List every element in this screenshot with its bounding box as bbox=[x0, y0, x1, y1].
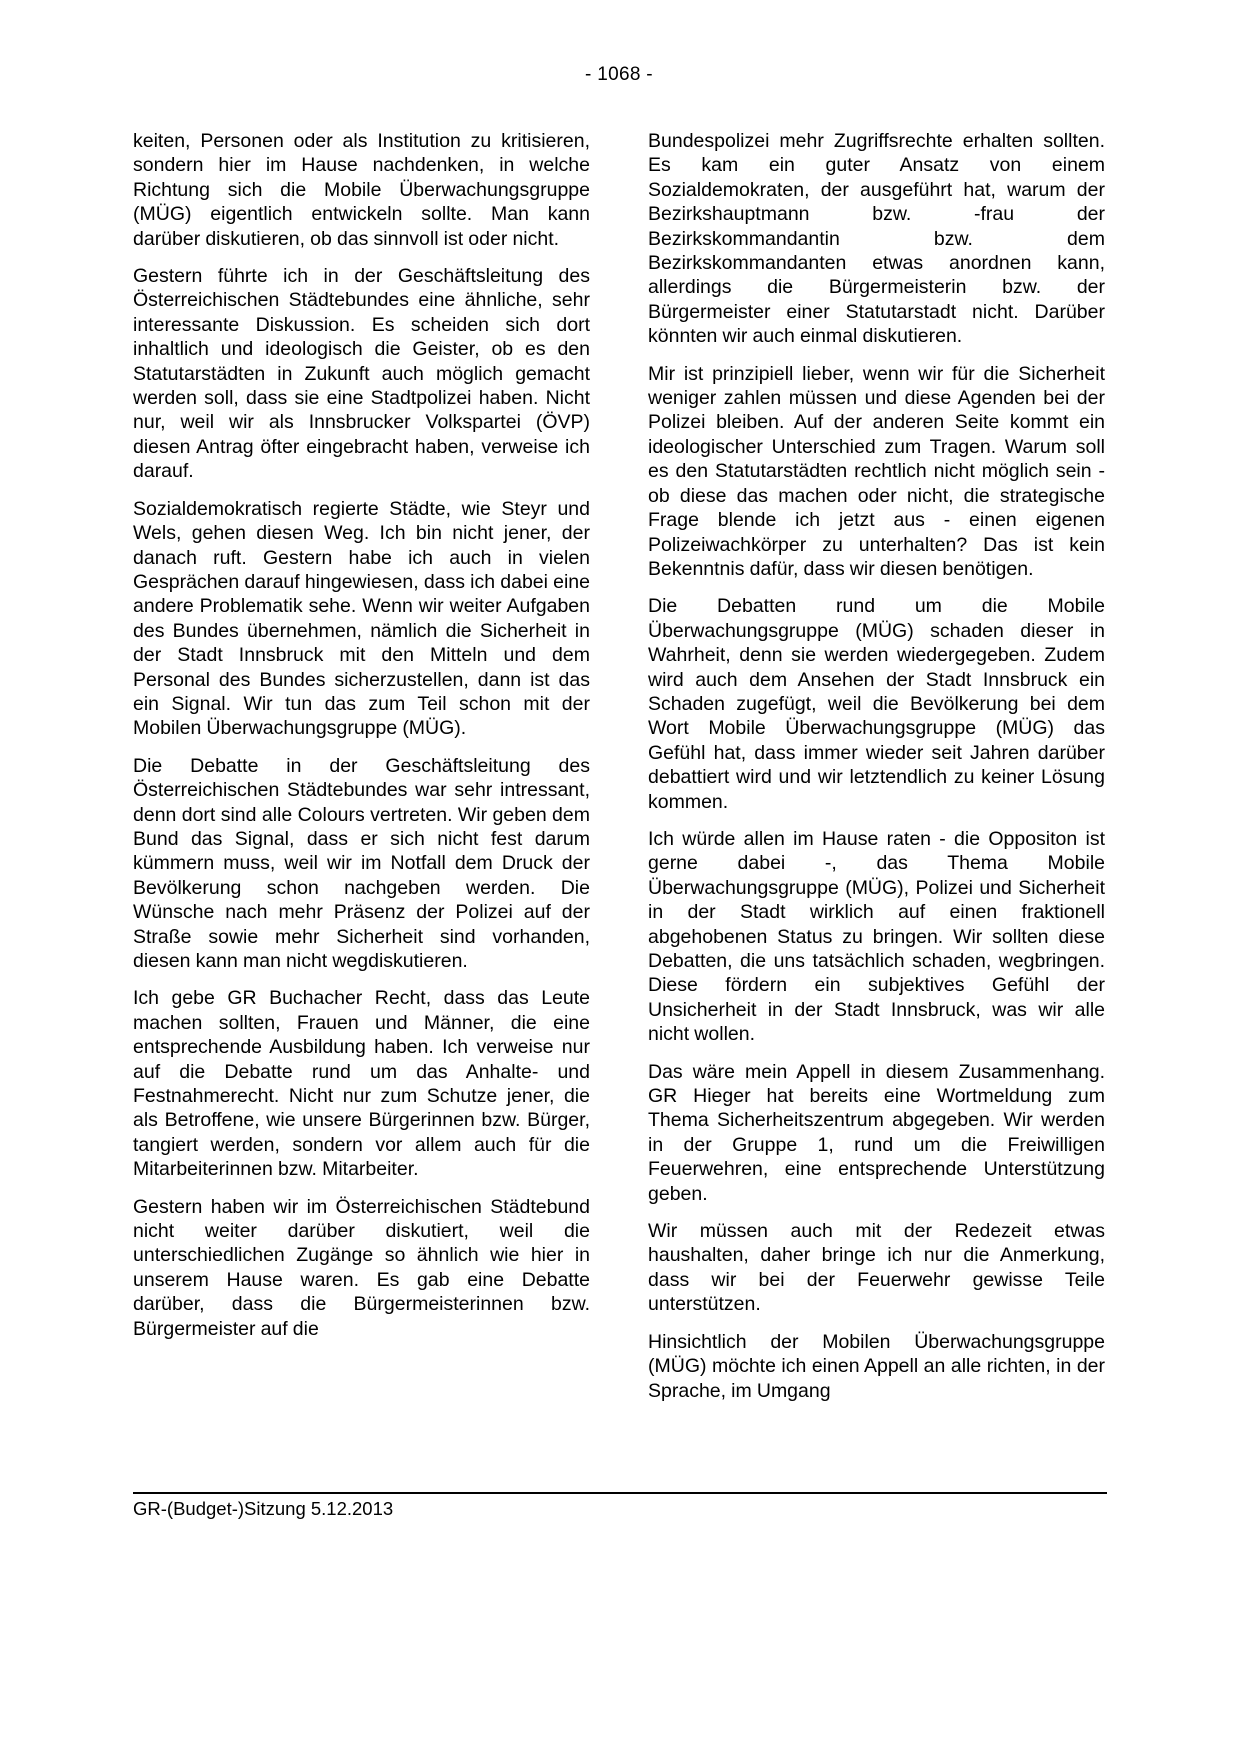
paragraph: Die Debatten rund um die Mobile Überwachungsgruppe (MÜG) schaden dieser in Wahrheit, denn sie werden wiedergegeben. Zudem wird auch dem Ansehen der Stadt Innsbruck ein Schaden zugefügt, weil die Bevölkerung bei dem Wort Mobile Überwachungsgruppe (MÜG) das Gefühl hat, dass immer wieder seit Jahren darüber debattiert wird und wir letztendlich zu keiner Lösung kommen. bbox=[648, 595, 1105, 813]
paragraph: keiten, Personen oder als Institution zu kritisieren, sondern hier im Hause nachdenken, in welche Richtung sich die Mobile Überwachungsgruppe (MÜG) eigentlich entwickeln sollte. Man kann darüber diskutieren, ob das sinnvoll ist oder nicht. bbox=[133, 130, 590, 250]
footer-text: GR-(Budget-)Sitzung 5.12.2013 bbox=[133, 1498, 394, 1519]
paragraph: Gestern führte ich in der Geschäftsleitung des Österreichischen Städtebundes eine ähnliche, sehr interessante Diskussion. Es scheiden sich dort inhaltlich und ideologisch die Geister, ob es den Statutarstädten in Zukunft auch möglich gemacht werden soll, dass sie eine Stadtpolizei haben. Nicht nur, weil wir als Innsbrucker Volkspartei (ÖVP) diesen Antrag öfter eingebracht haben, verweise ich darauf. bbox=[133, 265, 590, 483]
paragraph: Bundespolizei mehr Zugriffsrechte erhalten sollten. Es kam ein guter Ansatz von einem Sozialdemokraten, der ausgeführt hat, warum der Bezirkshauptmann bzw. -frau der Bezirkskommandantin bzw. dem Bezirkskommandanten etwas anordnen kann, allerdings die Bürgermeisterin bzw. der Bürgermeister einer Statutarstadt nicht. Darüber könnten wir auch einmal diskutieren. bbox=[648, 130, 1105, 348]
page-footer bbox=[133, 1492, 1107, 1521]
paragraph: Sozialdemokratisch regierte Städte, wie Steyr und Wels, gehen diesen Weg. Ich bin nicht jener, der danach ruft. Gestern habe ich auch in vielen Gesprächen darauf hingewiesen, dass ich dabei eine andere Problematik sehe. Wenn wir weiter Aufgaben des Bundes übernehmen, nämlich die Sicherheit in der Stadt Innsbruck mit den Mitteln und dem Personal des Bundes sicherzustellen, dann ist das ein Signal. Wir tun das zum Teil schon mit der Mobilen Überwachungsgruppe (MÜG). bbox=[133, 497, 590, 740]
right-column bbox=[648, 129, 1105, 1403]
page-content bbox=[133, 129, 1105, 1403]
paragraph: Wir müssen auch mit der Redezeit etwas haushalten, daher bringe ich nur die Anmerkung, dass wir bei der Feuerwehr gewisse Teile unterstützen. bbox=[648, 1220, 1105, 1316]
paragraph: Mir ist prinzipiell lieber, wenn wir für die Sicherheit weniger zahlen müssen und diese Agenden bei der Polizei bleiben. Auf der anderen Seite kommt ein ideologischer Unterschied zum Tragen. Warum soll es den Statutarstädten rechtlich nicht möglich sein - ob diese das machen oder nicht, die strategische Frage blende ich jetzt aus - einen eigenen Polizeiwachkörper zu unterhalten? Das ist kein Bekenntnis dafür, dass wir diesen benötigen. bbox=[648, 362, 1105, 580]
paragraph: Ich gebe GR Buchacher Recht, dass das Leute machen sollten, Frauen und Männer, die eine entsprechende Ausbildung haben. Ich verweise nur auf die Debatte rund um das Anhalte- und Festnahmerecht. Nicht nur zum Schutze jener, die als Betroffene, wie unsere Bürgerinnen bzw. Bürger, tangiert werden, sondern vor allem auch für die Mitarbeiterinnen bzw. Mitarbeiter. bbox=[133, 987, 590, 1181]
paragraph: Gestern haben wir im Österreichischen Städtebund nicht weiter darüber diskutiert, weil die unterschiedlichen Zugänge so ähnlich wie hier in unserem Hause waren. Es gab eine Debatte darüber, dass die Bürgermeisterinnen bzw. Bürgermeister auf die bbox=[133, 1195, 590, 1340]
paragraph: Die Debatte in der Geschäftsleitung des Österreichischen Städtebundes war sehr intressant, denn dort sind alle Colours vertreten. Wir geben dem Bund das Signal, dass er sich nicht fest darum kümmern muss, weil wir im Notfall dem Druck der Bevölkerung schon nachgeben werden. Die Wünsche nach mehr Präsenz der Polizei auf der Straße sowie mehr Sicherheit sind vorhanden, diesen kann man nicht wegdiskutieren. bbox=[133, 754, 590, 972]
page-number: - 1068 - bbox=[585, 64, 653, 85]
paragraph: Hinsichtlich der Mobilen Überwachungsgruppe (MÜG) möchte ich einen Appell an alle richten, in der Sprache, im Umgang bbox=[648, 1330, 1105, 1402]
paragraph: Ich würde allen im Hause raten - die Oppositon ist gerne dabei -, das Thema Mobile Überwachungsgruppe (MÜG), Polizei und Sicherheit in der Stadt wirklich auf einen fraktionell abgehobenen Status zu bringen. Wir sollten diese Debatten, die uns tatsächlich schaden, wegbringen. Diese fördern ein subjektives Gefühl der Unsicherheit in der Stadt Innsbruck, was wir alle nicht wollen. bbox=[648, 827, 1105, 1046]
footer-divider bbox=[133, 1492, 1107, 1494]
left-column bbox=[133, 129, 590, 1403]
paragraph: Das wäre mein Appell in diesem Zusammenhang. GR Hieger hat bereits eine Wortmeldung zum Thema Sicherheitszentrum abgegeben. Wir werden in der Gruppe 1, rund um die Freiwilligen Feuerwehren, eine entsprechende Unterstützung geben. bbox=[648, 1060, 1105, 1205]
